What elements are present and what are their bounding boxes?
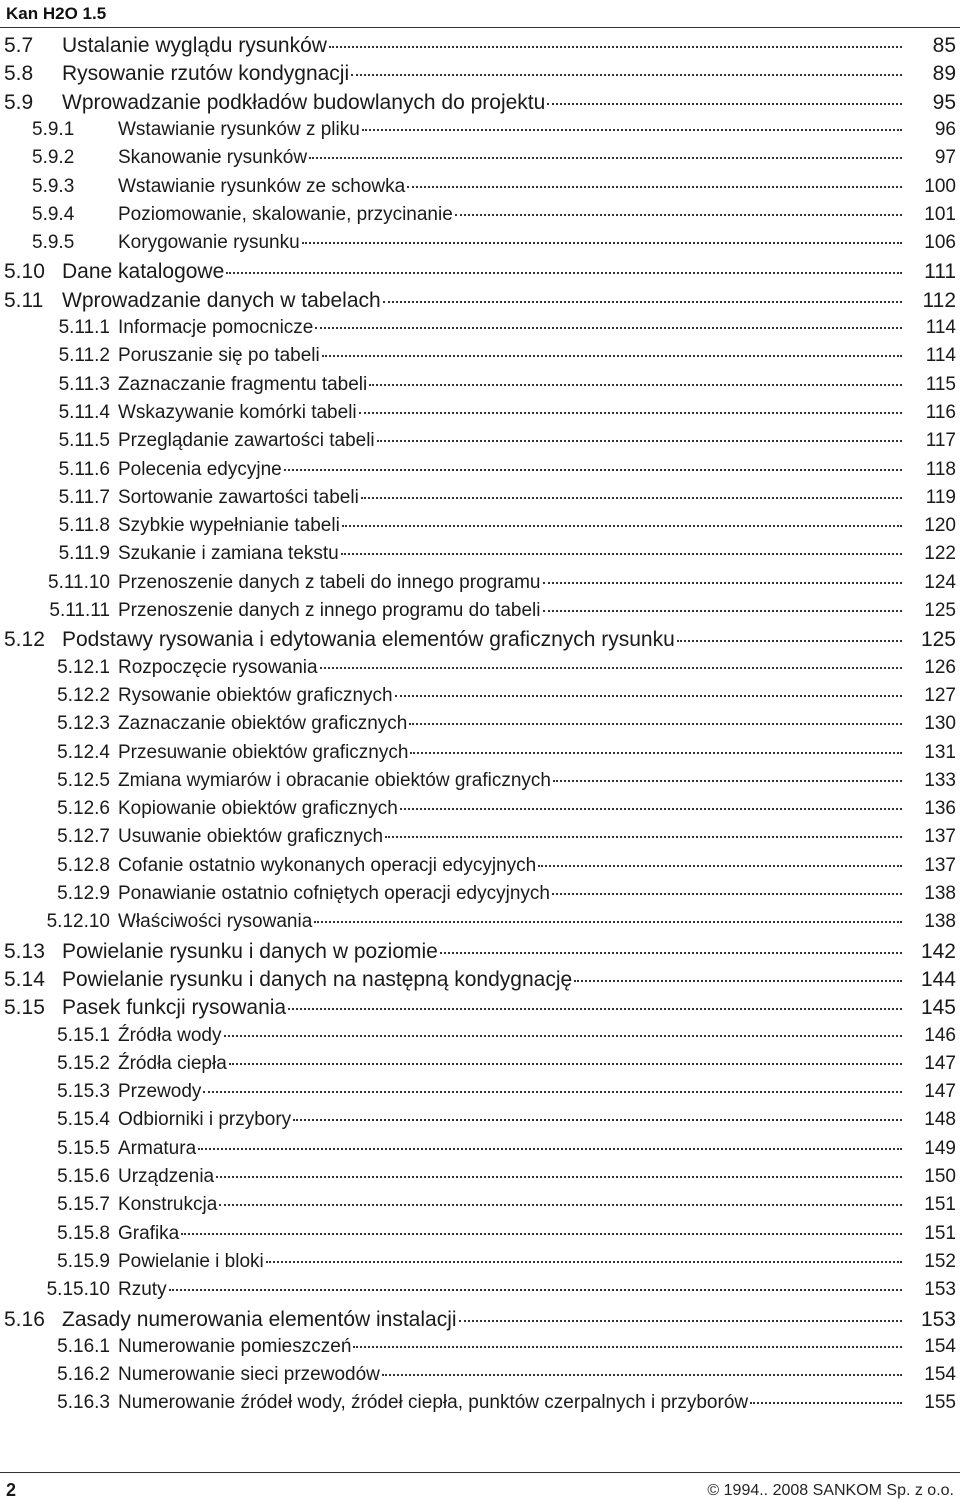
toc-dot-leader	[322, 355, 902, 357]
toc-dot-leader	[385, 836, 902, 838]
toc-entry-page: 114	[925, 345, 956, 367]
toc-entry-title: Armatura	[118, 1137, 197, 1159]
toc-dot-leader	[543, 610, 903, 612]
toc-dot-leader	[553, 780, 902, 782]
toc-entry-page: 147	[924, 1052, 956, 1074]
toc-entry	[0, 147, 960, 175]
toc-entry	[0, 1081, 960, 1109]
toc-entry-page: 97	[934, 147, 956, 169]
toc-entry-page: 116	[925, 401, 956, 423]
toc-entry-page: 138	[924, 911, 956, 933]
toc-dot-leader	[400, 808, 902, 810]
toc-entry	[0, 1364, 960, 1392]
toc-dot-leader	[302, 242, 902, 244]
toc-entry-page: 85	[932, 34, 956, 57]
toc-entry-title: Informacje pomocnicze	[118, 317, 314, 338]
toc-dot-leader	[382, 1374, 902, 1376]
toc-entry	[0, 1109, 960, 1137]
toc-entry-number: 5.12.3	[57, 713, 110, 735]
toc-entry-page: 119	[925, 486, 956, 508]
toc-entry-page: 96	[934, 118, 956, 140]
toc-entry	[0, 1308, 960, 1336]
toc-entry	[0, 883, 960, 911]
toc-dot-leader	[552, 893, 902, 895]
toc-entry	[0, 289, 960, 317]
toc-entry-title: Przewody	[118, 1081, 202, 1103]
toc-dot-leader	[198, 1148, 902, 1150]
toc-entry-number: 5.11.3	[58, 373, 110, 395]
toc-entry-page: 144	[920, 967, 956, 991]
toc-entry-title: Usuwanie obiektów graficznych	[118, 826, 384, 848]
toc-entry-page: 155	[924, 1392, 956, 1414]
toc-entry-number: 5.12.8	[57, 854, 110, 876]
toc-dot-leader	[395, 695, 902, 697]
toc-entry-page: 154	[924, 1364, 956, 1386]
toc-dot-leader	[543, 582, 903, 584]
toc-entry-number: 5.11.5	[58, 430, 110, 452]
toc-dot-leader	[440, 952, 902, 954]
toc-dot-leader	[407, 186, 902, 188]
toc-entry-page: 95	[932, 90, 956, 114]
toc-entry	[0, 1025, 960, 1053]
toc-entry-number: 5.11.7	[58, 486, 110, 508]
toc-entry-number: 5.16.1	[57, 1335, 110, 1357]
toc-entry-number: 5.11.2	[58, 345, 110, 367]
toc-entry-page: 149	[924, 1137, 956, 1159]
toc-entry-page: 122	[924, 543, 956, 565]
toc-entry-title: Powielanie rysunku i danych w poziomie	[62, 939, 438, 963]
toc-entry	[0, 600, 960, 628]
toc-dot-leader	[226, 272, 902, 274]
toc-entry	[0, 742, 960, 770]
toc-entry-title: Przenoszenie danych z innego programu do tabeli	[118, 600, 541, 621]
toc-entry-page: 127	[924, 684, 956, 706]
toc-dot-leader	[574, 980, 902, 982]
footer-copyright: © 1994.. 2008 SANKOM Sp. z o.o.	[707, 1482, 954, 1499]
toc-dot-leader	[538, 865, 902, 867]
toc-entry-title: Sortowanie zawartości tabeli	[118, 486, 359, 508]
toc-entry-page: 136	[924, 798, 956, 820]
toc-entry	[0, 260, 960, 288]
toc-entry	[0, 628, 960, 656]
toc-entry	[0, 572, 960, 600]
toc-entry-page: 100	[924, 175, 956, 197]
toc-entry-number: 5.11	[4, 288, 44, 312]
toc-entry-number: 5.11.8	[58, 515, 110, 537]
toc-entry-number: 5.11.6	[58, 458, 110, 480]
toc-entry-title: Odbiorniki i przybory	[118, 1109, 292, 1131]
toc-entry-number: 5.14	[4, 967, 45, 991]
toc-entry-page: 138	[924, 883, 956, 904]
toc-entry-page: 125	[924, 600, 956, 621]
toc-entry-title: Cofanie ostatnio wykonanych operacji edycyjnych	[118, 854, 537, 876]
toc-entry	[0, 1194, 960, 1222]
toc-entry	[0, 770, 960, 798]
toc-entry-number: 5.8	[4, 62, 34, 86]
toc-entry-page: 112	[922, 288, 956, 312]
toc-entry	[0, 911, 960, 939]
toc-entry-title: Źródła wody	[118, 1024, 222, 1046]
toc-entry-page: 151	[924, 1222, 956, 1244]
toc-entry	[0, 62, 960, 90]
toc-entry	[0, 968, 960, 996]
toc-entry-number: 5.15.5	[57, 1137, 110, 1159]
toc-entry	[0, 940, 960, 968]
toc-entry-page: 148	[924, 1109, 956, 1131]
toc-entry-page: 89	[932, 62, 956, 86]
toc-dot-leader	[169, 1289, 902, 1291]
toc-dot-leader	[377, 440, 902, 442]
toc-dot-leader	[383, 301, 902, 303]
toc-entry-number: 5.13	[4, 939, 45, 963]
toc-entry-title: Poruszanie się po tabeli	[118, 345, 320, 367]
toc-entry-page: 153	[920, 1307, 956, 1331]
toc-entry	[0, 1279, 960, 1307]
toc-entry-title: Przenoszenie danych z tabeli do innego programu	[118, 571, 541, 593]
toc-dot-leader	[266, 1261, 902, 1263]
toc-entry-title: Szybkie wypełnianie tabeli	[118, 515, 340, 537]
toc-dot-leader	[314, 921, 902, 923]
toc-entry-title: Wskazywanie komórki tabeli	[118, 401, 357, 423]
toc-entry-title: Przesuwanie obiektów graficznych	[118, 741, 409, 763]
toc-dot-leader	[203, 1091, 902, 1093]
toc-entry	[0, 317, 960, 345]
toc-entry-number: 5.12.6	[57, 798, 110, 820]
toc-entry-number: 5.9.3	[32, 175, 75, 197]
toc-dot-leader	[677, 640, 902, 642]
toc-entry-page: 153	[924, 1279, 956, 1301]
toc-entry-page: 137	[924, 826, 956, 848]
toc-entry-number: 5.15.2	[57, 1052, 110, 1074]
toc-entry	[0, 1166, 960, 1194]
toc-entry-page: 152	[924, 1250, 956, 1272]
toc-entry	[0, 1392, 960, 1420]
toc-dot-leader	[459, 1320, 902, 1322]
toc-entry-number: 5.12.1	[57, 656, 110, 678]
toc-entry-title: Skanowanie rysunków	[118, 147, 308, 169]
toc-entry	[0, 1053, 960, 1081]
toc-entry-title: Pasek funkcji rysowania	[62, 996, 287, 1020]
toc-entry-number: 5.15.4	[57, 1109, 110, 1131]
toc-dot-leader	[353, 1346, 902, 1348]
toc-dot-leader	[293, 1119, 902, 1121]
toc-entry-page: 114	[925, 317, 956, 338]
toc-entry	[0, 487, 960, 515]
toc-entry-title: Ponawianie ostatnio cofniętych operacji edycyjnych	[118, 883, 550, 904]
toc-entry-title: Polecenia edycyjne	[118, 458, 282, 480]
toc-dot-leader	[410, 752, 902, 754]
toc-entry-page: 111	[924, 260, 956, 284]
toc-entry	[0, 1138, 960, 1166]
toc-entry-number: 5.12.7	[57, 826, 110, 848]
toc-entry-number: 5.16	[4, 1307, 45, 1331]
toc-dot-leader	[315, 327, 902, 329]
toc-dot-leader	[284, 469, 902, 471]
footer-page-number: 2	[6, 1480, 17, 1500]
toc-entry-title: Numerowanie sieci przewodów	[118, 1364, 380, 1386]
toc-dot-leader	[181, 1233, 902, 1235]
toc-entry-page: 120	[924, 515, 956, 537]
toc-dot-leader	[320, 667, 902, 669]
toc-entry-number: 5.15.3	[57, 1081, 110, 1103]
toc-entry-number: 5.9.1	[32, 118, 75, 140]
toc-entry-title: Numerowanie pomieszczeń	[118, 1335, 352, 1357]
toc-entry-number: 5.11.9	[58, 543, 110, 565]
toc-entry	[0, 176, 960, 204]
toc-entry-title: Rysowanie rzutów kondygnacji	[62, 62, 350, 86]
toc-entry-title: Powielanie i bloki	[118, 1250, 264, 1272]
toc-entry-title: Rzuty	[118, 1279, 167, 1301]
toc-dot-leader	[455, 214, 902, 216]
toc-entry	[0, 204, 960, 232]
toc-dot-leader	[409, 723, 902, 725]
toc-entry-page: 106	[924, 232, 956, 254]
toc-entry	[0, 826, 960, 854]
toc-entry	[0, 713, 960, 741]
toc-entry-page: 118	[925, 458, 956, 480]
toc-entry-title: Szukanie i zamiana tekstu	[118, 543, 339, 565]
toc-entry-number: 5.15	[4, 996, 45, 1020]
toc-entry-page: 147	[924, 1081, 956, 1103]
toc-entry	[0, 430, 960, 458]
toc-entry-title: Grafika	[118, 1222, 180, 1244]
toc-entry	[0, 1223, 960, 1251]
toc-entry-title: Zaznaczanie obiektów graficznych	[118, 713, 408, 735]
toc-entry	[0, 402, 960, 430]
toc-entry-title: Właściwości rysowania	[118, 911, 313, 933]
toc-entry	[0, 855, 960, 883]
document-header-title: Kan H2O 1.5	[6, 4, 107, 23]
toc-entry-page: 125	[920, 628, 956, 652]
toc-entry	[0, 459, 960, 487]
toc-entry-title: Źródła ciepła	[118, 1052, 227, 1074]
toc-entry-number: 5.16.3	[57, 1392, 110, 1414]
toc-entry	[0, 1251, 960, 1279]
toc-entry-title: Wstawianie rysunków z pliku	[118, 118, 360, 140]
toc-entry-title: Wprowadzanie danych w tabelach	[62, 288, 381, 312]
toc-entry-title: Numerowanie źródeł wody, źródeł ciepła, punktów czerpalnych i przyborów	[118, 1392, 749, 1414]
toc-entry-number: 5.16.2	[57, 1364, 110, 1386]
toc-entry-number: 5.10	[4, 260, 45, 284]
toc-entry-number: 5.9.2	[32, 147, 75, 169]
toc-entry-number: 5.12.9	[57, 883, 110, 904]
toc-dot-leader	[224, 1035, 903, 1037]
toc-dot-leader	[288, 1008, 902, 1010]
toc-entry	[0, 657, 960, 685]
header-divider	[0, 27, 960, 28]
toc-entry	[0, 515, 960, 543]
toc-entry-number: 5.7	[4, 34, 34, 57]
toc-entry-number: 5.12.2	[57, 684, 110, 706]
toc-entry-title: Kopiowanie obiektów graficznych	[118, 798, 398, 820]
toc-dot-leader	[329, 46, 902, 48]
toc-entry-page: 130	[924, 713, 956, 735]
toc-entry-title: Podstawy rysowania i edytowania elementów graficznych rysunku	[62, 628, 675, 652]
toc-entry	[0, 374, 960, 402]
toc-entry-page: 115	[925, 373, 956, 395]
toc-dot-leader	[359, 412, 902, 414]
toc-entry-number: 5.11.11	[49, 600, 110, 621]
toc-entry-page: 145	[920, 996, 956, 1020]
toc-dot-leader	[229, 1063, 902, 1065]
toc-entry-page: 137	[924, 854, 956, 876]
toc-entry-number: 5.12.5	[57, 769, 110, 791]
toc-entry-title: Rozpoczęcie rysowania	[118, 656, 318, 678]
toc-entry-number: 5.15.9	[57, 1250, 110, 1272]
toc-entry-number: 5.12.4	[57, 741, 110, 763]
toc-entry-number: 5.15.1	[57, 1024, 110, 1046]
toc-dot-leader	[216, 1176, 902, 1178]
toc-entry-title: Ustalanie wyglądu rysunków	[62, 34, 327, 57]
toc-entry-title: Rysowanie obiektów graficznych	[118, 684, 393, 706]
toc-entry-page: 131	[924, 741, 956, 763]
toc-entry	[0, 34, 960, 62]
toc-entry-title: Urządzenia	[118, 1166, 215, 1187]
toc-dot-leader	[362, 129, 902, 131]
toc-entry-title: Wprowadzanie podkładów budowlanych do projektu	[62, 90, 546, 114]
toc-entry	[0, 996, 960, 1024]
toc-entry-page: 142	[920, 939, 956, 963]
toc-entry-number: 5.15.7	[57, 1194, 110, 1216]
toc-entry-page: 151	[924, 1194, 956, 1216]
toc-dot-leader	[361, 497, 902, 499]
footer-divider	[0, 1472, 960, 1473]
toc-entry-number: 5.15.6	[57, 1166, 110, 1187]
toc-entry	[0, 685, 960, 713]
toc-entry-page: 146	[924, 1024, 956, 1046]
toc-entry-title: Poziomowanie, skalowanie, przycinanie	[118, 203, 453, 225]
toc-dot-leader	[351, 74, 902, 76]
toc-entry	[0, 91, 960, 119]
toc-entry-title: Dane katalogowe	[62, 260, 225, 284]
toc-entry	[0, 1336, 960, 1364]
toc-entry-page: 101	[924, 203, 956, 225]
toc-entry	[0, 798, 960, 826]
toc-entry-title: Powielanie rysunku i danych na następną kondygnację	[62, 967, 573, 991]
toc-entry-number: 5.9.5	[32, 232, 75, 254]
toc-dot-leader	[342, 525, 902, 527]
toc-entry-title: Konstrukcja	[118, 1194, 218, 1216]
toc-entry-number: 5.11.1	[58, 317, 110, 338]
toc-entry-title: Zmiana wymiarów i obracanie obiektów graficznych	[118, 769, 551, 791]
toc-dot-leader	[219, 1204, 902, 1206]
toc-dot-leader	[750, 1402, 902, 1404]
toc-entry	[0, 345, 960, 373]
toc-entry-title: Zaznaczanie fragmentu tabeli	[118, 373, 368, 395]
toc-entry-title: Przeglądanie zawartości tabeli	[118, 430, 375, 452]
toc-entry-number: 5.12	[4, 628, 45, 652]
toc-entry-title: Zasady numerowania elementów instalacji	[62, 1307, 457, 1331]
toc-entry-number: 5.11.10	[48, 571, 110, 593]
toc-entry-number: 5.9.4	[32, 203, 75, 225]
toc-entry-number: 5.15.10	[46, 1279, 110, 1301]
toc-entry-number: 5.11.4	[58, 401, 110, 423]
toc-dot-leader	[369, 384, 902, 386]
toc-dot-leader	[341, 553, 902, 555]
toc-entry-number: 5.12.10	[46, 911, 110, 933]
toc-entry-page: 133	[924, 769, 956, 791]
toc-entry-title: Korygowanie rysunku	[118, 232, 300, 254]
toc-entry-page: 150	[924, 1166, 956, 1187]
toc-entry-page: 154	[924, 1335, 956, 1357]
toc-entry	[0, 119, 960, 147]
toc-entry-number: 5.15.8	[57, 1222, 110, 1244]
toc-dot-leader	[309, 157, 902, 159]
toc-entry-page: 124	[924, 571, 956, 593]
toc-entry-title: Wstawianie rysunków ze schowka	[118, 175, 406, 197]
toc-entry	[0, 543, 960, 571]
toc-entry-page: 126	[924, 656, 956, 678]
toc-dot-leader	[547, 103, 902, 105]
toc-entry	[0, 232, 960, 260]
toc-entry-number: 5.9	[4, 90, 34, 114]
toc-entry-page: 117	[925, 430, 956, 452]
